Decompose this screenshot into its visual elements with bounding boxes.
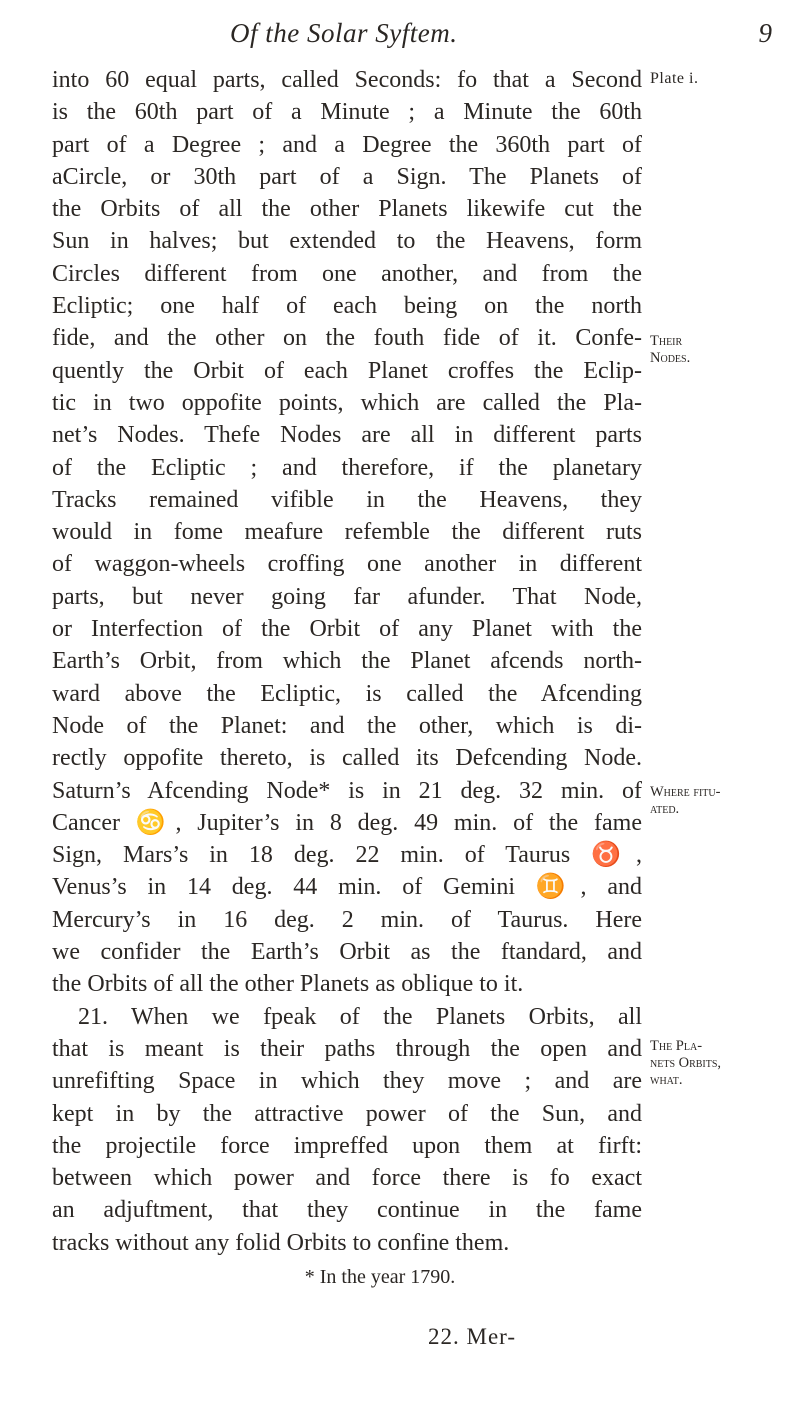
text-line: we confider the Earth’s Orbit as the ftandard, and [52,939,642,966]
text-line: is the 60th part of a Minute ; a Minute the 60th [52,99,642,126]
text-line: the Orbits of all the other Planets as oblique to it. [52,971,524,998]
text-line: of waggon-wheels croffing one another in different [52,551,642,578]
text-line: into 60 equal parts, called Seconds: fo that a Second [52,67,642,93]
text-line: the Orbits of all the other Planets likewife cut the [52,196,642,223]
text-line: kept in by the attractive power of the Sun, and [52,1100,642,1127]
catchword: 22. Mer- [428,1324,517,1349]
footnote [0,1266,800,1289]
margin-note-orbits: The Pla- nets Orbits, what. [650,1038,722,1088]
text-line: fide, and the other on the fouth fide of it. Confe- [52,325,642,352]
page-number: 9 [758,18,772,48]
text-line: Earth’s Orbit, from which the Planet afcends north- [52,648,642,675]
text-line: Sign, Mars’s in 18 deg. 22 min. of Taurus ♉, [52,842,642,869]
footnote-text: * In the year 1790. [304,1266,456,1288]
text-line: would in fome meafure refemble the different ruts [52,519,642,546]
text-line: Tracks remained vifible in the Heavens, they [52,486,642,513]
text-line: aCircle, or 30th part of a Sign. The Planets of [52,163,642,190]
text-line: Circles different from one another, and from the [52,260,642,287]
body-text [52,64,642,1259]
text-line: Ecliptic; one half of each being on the north [52,293,642,320]
page-title: Of the Solar Syftem. [230,18,458,48]
text-line: quently the Orbit of each Planet croffes the Eclip- [52,357,642,384]
margin-note-nodes: Their Nodes. [650,333,691,366]
text-line: parts, but never going far afunder. That Node, [52,583,642,610]
text-line: tracks without any folid Orbits to confine them. [52,1229,510,1256]
text-line: tic in two oppofite points, which are called the Pla- [52,389,642,416]
margin-note-plate: Plate i. [650,70,699,87]
text-line: net’s Nodes. Thefe Nodes are all in different parts [52,422,642,449]
text-line: or Interfection of the Orbit of any Planet with the [52,616,642,643]
text-line: unrefifting Space in which they move ; and are [52,1068,642,1095]
text-line: Cancer ♋, Jupiter’s in 8 deg. 49 min. of the fame [52,809,642,836]
text-line: 21. When we fpeak of the Planets Orbits, all [78,1003,642,1030]
margin-note-situated: Where fitu- ated. [650,784,721,817]
text-line: Node of the Planet: and the other, which is di- [52,712,642,739]
text-line: part of a Degree ; and a Degree the 360th part of [52,131,642,158]
text-line: Sun in halves; but extended to the Heavens, form [52,228,642,255]
text-line: Mercury’s in 16 deg. 2 min. of Taurus. Here [52,906,642,933]
text-line: between which power and force there is fo exact [52,1165,642,1192]
text-line: an adjuftment, that they continue in the fame [52,1197,642,1224]
text-line: that is meant is their paths through the open and [52,1035,642,1062]
text-line: Venus’s in 14 deg. 44 min. of Gemini ♊, and [52,874,642,901]
text-line: rectly oppofite thereto, is called its Defcending Node. [52,745,642,772]
text-line: Saturn’s Afcending Node* is in 21 deg. 32 min. of [52,777,642,804]
text-line: ward above the Ecliptic, is called the Afcending [52,680,642,707]
running-head [0,18,800,58]
text-line: the projectile force impreffed upon them at firft: [52,1132,642,1159]
text-line: of the Ecliptic ; and therefore, if the planetary [52,454,642,481]
